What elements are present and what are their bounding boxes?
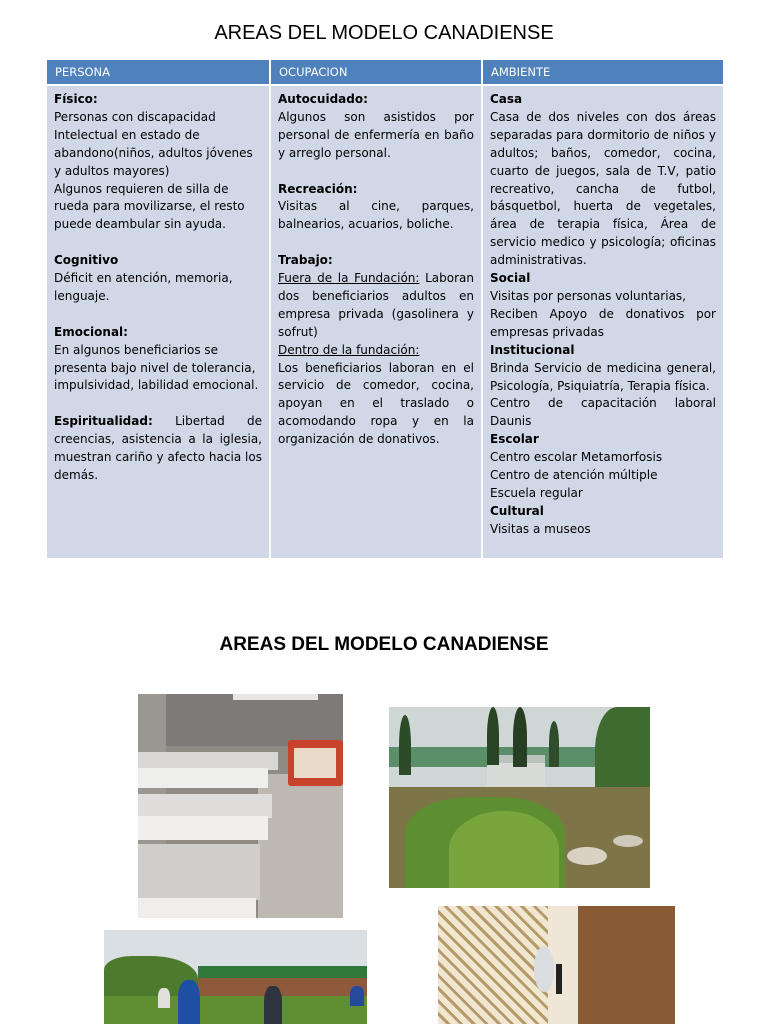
cultural-heading: Cultural <box>490 503 544 518</box>
cognitivo-heading: Cognitivo <box>54 253 119 268</box>
fisico-line: abandono(niños, adultos jóvenes <box>54 145 253 160</box>
bedroom-photo <box>138 694 343 918</box>
emocional-heading: Emocional: <box>54 324 128 339</box>
trabajo-heading: Trabajo: <box>278 253 333 268</box>
espiritualidad-text: Libertad de creencias, asistencia a la iglesia, muestran cariño y afecto hacia los demás. <box>54 414 262 482</box>
escolar-line: Escuela regular <box>490 485 583 500</box>
fuera-paragraph <box>278 270 474 342</box>
espiritualidad-paragraph <box>54 413 262 485</box>
social-line: Reciben Apoyo de donativos por empresas privadas <box>490 306 716 339</box>
escolar-heading: Escolar <box>490 432 539 447</box>
autocuidado-heading: Autocuidado: <box>278 92 368 106</box>
dentro-label: Dentro de la fundación: <box>278 342 420 357</box>
emocional-line: En algunos beneficiarios se <box>54 342 219 357</box>
social-heading: Social <box>490 271 531 286</box>
cultural-line: Visitas a museos <box>490 521 591 536</box>
cognitivo-line: Déficit en atención, memoria, <box>54 271 233 286</box>
fisico-line: puede deambular sin ayuda. <box>54 217 226 232</box>
cell-ocupacion <box>270 85 482 559</box>
header-ambiente: AMBIENTE <box>482 59 724 85</box>
header-persona: PERSONA <box>46 59 270 85</box>
cell-persona <box>46 85 270 559</box>
page-title: AREAS DEL MODELO CANADIENSE <box>214 22 554 44</box>
fuera-label: Fuera de la Fundación: <box>278 271 420 286</box>
escolar-line: Centro escolar Metamorfosis <box>490 450 663 465</box>
cognitivo-line: lenguaje. <box>54 288 110 303</box>
fisico-line: Intelectual en estado de <box>54 127 200 142</box>
social-line: Visitas por personas voluntarias, <box>490 288 686 303</box>
institucional-line: Centro de capacitación laboral Daunis <box>490 396 716 429</box>
emocional-line: impulsividad, labilidad emocional. <box>54 378 259 393</box>
institucional-heading: Institucional <box>490 342 575 357</box>
roof-photo <box>438 906 675 1024</box>
areas-table <box>45 58 725 560</box>
casa-text: Casa de dos niveles con dos áreas separadas para dormitorio de niños y adultos; baños, comedor, cocina, cuarto de juegos, sala de T.V, patio recreativo, cancha de futbol, básquetbol, huerta de vegetales, área de terapia física, Área de servicio medico y psicología; oficinas administrativas. <box>490 109 716 268</box>
header-ocupacion: OCUPACION <box>270 59 482 85</box>
fisico-line: rueda para movilizarse, el resto <box>54 199 245 214</box>
table-header-row <box>46 59 724 85</box>
table-row <box>46 85 724 559</box>
autocuidado-text: Algunos son asistidos por personal de enfermería en baño y arreglo personal. <box>278 109 474 160</box>
field-photo <box>104 930 367 1024</box>
emocional-line: presenta bajo nivel de tolerancia, <box>54 360 256 375</box>
escolar-line: Centro de atención múltiple <box>490 468 658 483</box>
institucional-line: Brinda Servicio de medicina general, Psicología, Psiquiatría, Terapia física. <box>490 360 716 393</box>
cell-ambiente <box>482 85 724 559</box>
fisico-line: Algunos requieren de silla de <box>54 181 229 196</box>
fisico-line: y adultos mayores) <box>54 163 170 178</box>
garden-photo <box>389 707 650 888</box>
section-title: AREAS DEL MODELO CANADIENSE <box>219 634 549 655</box>
espiritualidad-heading: Espiritualidad: <box>54 414 153 429</box>
fuera-text: Laboran dos beneficiarios adultos en empresa privada (gasolinera y sofrut) <box>278 271 474 339</box>
recreacion-text: Visitas al cine, parques, balnearios, acuarios, boliche. <box>278 199 474 232</box>
fisico-heading: Físico: <box>54 92 98 106</box>
fisico-line: Personas con discapacidad <box>54 109 216 124</box>
casa-heading: Casa <box>490 92 523 106</box>
dentro-text: Los beneficiarios laboran en el servicio de comedor, cocina, apoyan en el traslado o acomodando ropa y en la organización de donativos. <box>278 360 474 447</box>
recreacion-heading: Recreación: <box>278 181 358 196</box>
